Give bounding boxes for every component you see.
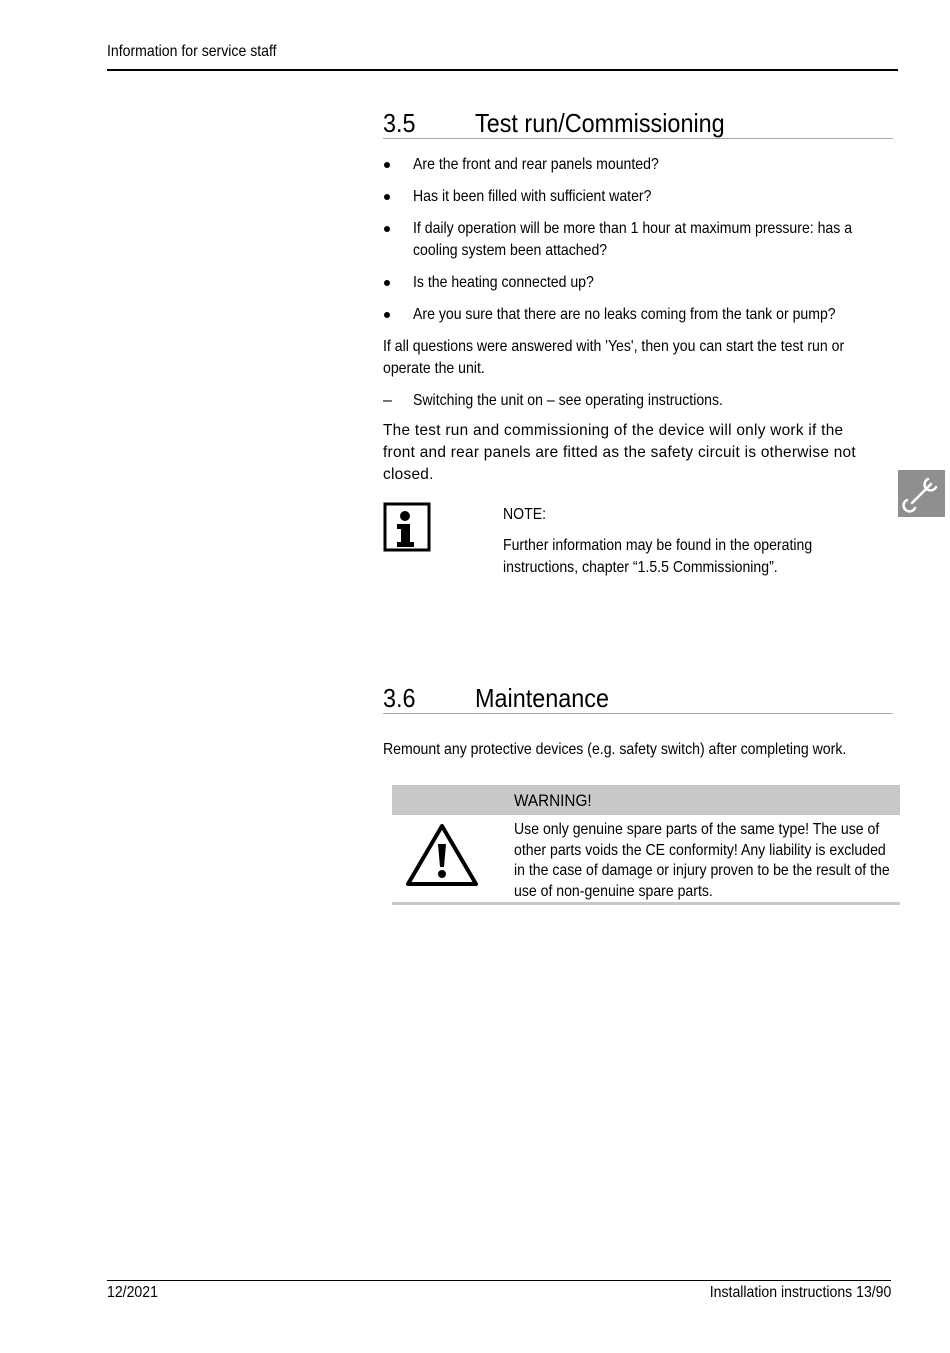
footer-date: 12/2021 <box>107 1284 158 1301</box>
bullet-dot <box>384 162 390 168</box>
safety-paragraph: The test run and commissioning of the device will only work if the front and rear panels are fitted as the safety circuit is otherwise not closed. <box>383 422 856 483</box>
instruction-paragraph: If all questions were answered with 'Yes', then you can start the test run or operate the unit. <box>383 338 845 377</box>
chapter-tab <box>898 470 945 517</box>
bullet-dot <box>384 312 390 318</box>
section-3-6-heading <box>383 683 893 714</box>
bullet-item: Has it been filled with sufficient water? <box>413 188 652 205</box>
header-divider <box>107 69 898 71</box>
note-text: Further information may be found in the operating instructions, chapter “1.5.5 Commissioning”. <box>503 537 813 576</box>
section-number: 3.6 <box>383 683 416 713</box>
section-title: Test run/Commissioning <box>475 108 725 138</box>
warning-triangle-icon <box>405 822 479 888</box>
warning-label: WARNING! <box>514 791 592 810</box>
section-number: 3.5 <box>383 108 416 138</box>
bullet-item: Is the heating connected up? <box>413 274 594 291</box>
section-title: Maintenance <box>475 683 610 713</box>
wrench-icon <box>898 470 945 517</box>
dash-item: Switching the unit on – see operating instructions. <box>413 392 723 409</box>
header-title: Information for service staff <box>107 43 277 60</box>
note-label: NOTE: <box>503 506 547 523</box>
footer-divider <box>107 1280 891 1281</box>
bullet-item: Are the front and rear panels mounted? <box>413 156 659 173</box>
bullet-dot <box>384 280 390 286</box>
warning-header <box>392 785 900 815</box>
warning-divider <box>392 902 900 905</box>
dash-marker: – <box>383 392 392 409</box>
bullet-dot <box>384 194 390 200</box>
section-3-5-heading <box>383 108 893 139</box>
bullet-item: If daily operation will be more than 1 hour at maximum pressure: has a cooling system been attached? <box>413 220 853 259</box>
bullet-item: Are you sure that there are no leaks coming from the tank or pump? <box>413 306 836 323</box>
bullet-dot <box>384 226 390 232</box>
warning-text: Use only genuine spare parts of the same type! The use of other parts voids the CE conformity! Any liability is excluded in the case of damage or injury proven to be the result of the use of non-genuine spare parts. <box>514 821 890 900</box>
footer-page-info: Installation instructions 13/90 <box>709 1284 891 1301</box>
maintenance-paragraph: Remount any protective devices (e.g. safety switch) after completing work. <box>383 741 847 758</box>
info-icon <box>383 502 431 552</box>
